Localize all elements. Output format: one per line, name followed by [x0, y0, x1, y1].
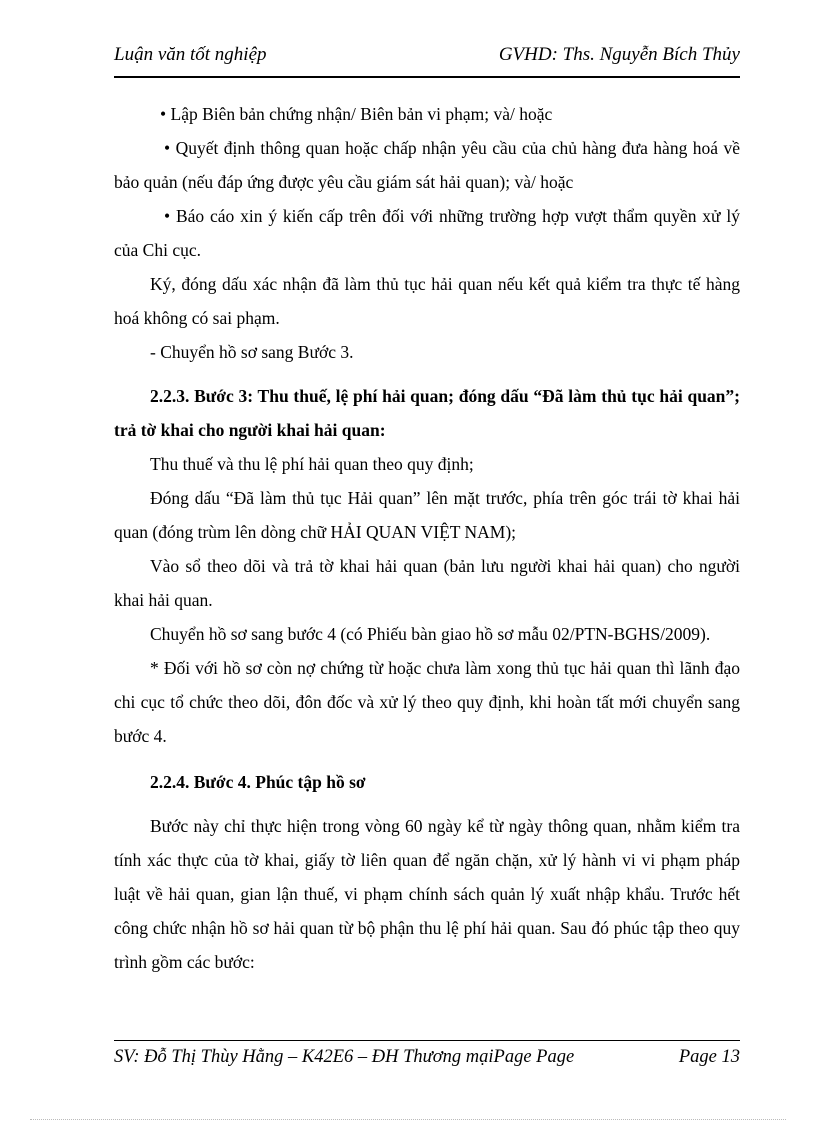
body-paragraph: Vào sổ theo dõi và trả tờ khai hải quan (bản lưu người khai hải quan) cho người khai hải quan.: [114, 556, 740, 610]
body-paragraph: Đóng dấu “Đã làm thủ tục Hải quan” lên mặt trước, phía trên góc trái tờ khai hải quan (đóng trùm lên dòng chữ HẢI QUAN VIỆT NAM);: [114, 488, 740, 542]
body-paragraph: Thu thuế và thu lệ phí hải quan theo quy định;: [150, 454, 474, 474]
header-supervisor: GVHD: Ths. Nguyễn Bích Thủy: [498, 44, 740, 65]
bullet-paragraph: • Quyết định thông quan hoặc chấp nhận yêu cầu của chủ hàng đưa hàng hoá về bảo quản (nếu đáp ứng được yêu cầu giám sát hải quan); và/ hoặc: [114, 138, 740, 192]
header-thesis-title: Luận văn tốt nghiệp: [114, 44, 267, 65]
bullet-paragraph: • Báo cáo xin ý kiến cấp trên đối với những trường hợp vượt thẩm quyền xử lý của Chi cục.: [114, 206, 740, 260]
body-paragraph: Ký, đóng dấu xác nhận đã làm thủ tục hải quan nếu kết quả kiểm tra thực tế hàng hoá không có sai phạm.: [114, 274, 740, 328]
page-body: [114, 97, 740, 979]
section-heading-2-2-4: 2.2.4. Bước 4. Phúc tập hồ sơ: [150, 772, 366, 792]
body-paragraph: Chuyển hồ sơ sang bước 4 (có Phiếu bàn giao hồ sơ mẫu 02/PTN-BGHS/2009).: [150, 624, 711, 644]
page-header: [114, 40, 740, 78]
body-paragraph: - Chuyển hồ sơ sang Bước 3.: [150, 342, 354, 362]
page-number: Page 13: [678, 1047, 740, 1067]
page-footer: [114, 1040, 740, 1067]
footer-author: SV: Đỗ Thị Thùy Hằng – K42E6 – ĐH Thương mạiPage Page: [114, 1047, 575, 1067]
bullet-paragraph: • Lập Biên bản chứng nhận/ Biên bản vi phạm; và/ hoặc: [160, 104, 553, 124]
body-paragraph: * Đối với hồ sơ còn nợ chứng từ hoặc chưa làm xong thủ tục hải quan thì lãnh đạo chi cục tổ chức theo dõi, đôn đốc và xử lý theo quy định, khi hoàn tất mới chuyển sang bước 4.: [114, 658, 740, 746]
body-paragraph: Bước này chỉ thực hiện trong vòng 60 ngày kể từ ngày thông quan, nhằm kiểm tra tính xác thực của tờ khai, giấy tờ liên quan để ngăn chặn, xử lý hành vi vi phạm pháp luật về hải quan, gian lận thuế, vi phạm chính sách quản lý xuất nhập khẩu. Trước hết công chức nhận hồ sơ hải quan từ bộ phận thu lệ phí hải quan. Sau đó phúc tập theo quy trình gồm các bước:: [114, 816, 740, 972]
section-heading-2-2-3: 2.2.3. Bước 3: Thu thuế, lệ phí hải quan; đóng dấu “Đã làm thủ tục hải quan”; trả tờ khai cho người khai hải quan:: [114, 386, 740, 440]
page-break-divider: [30, 1119, 786, 1120]
